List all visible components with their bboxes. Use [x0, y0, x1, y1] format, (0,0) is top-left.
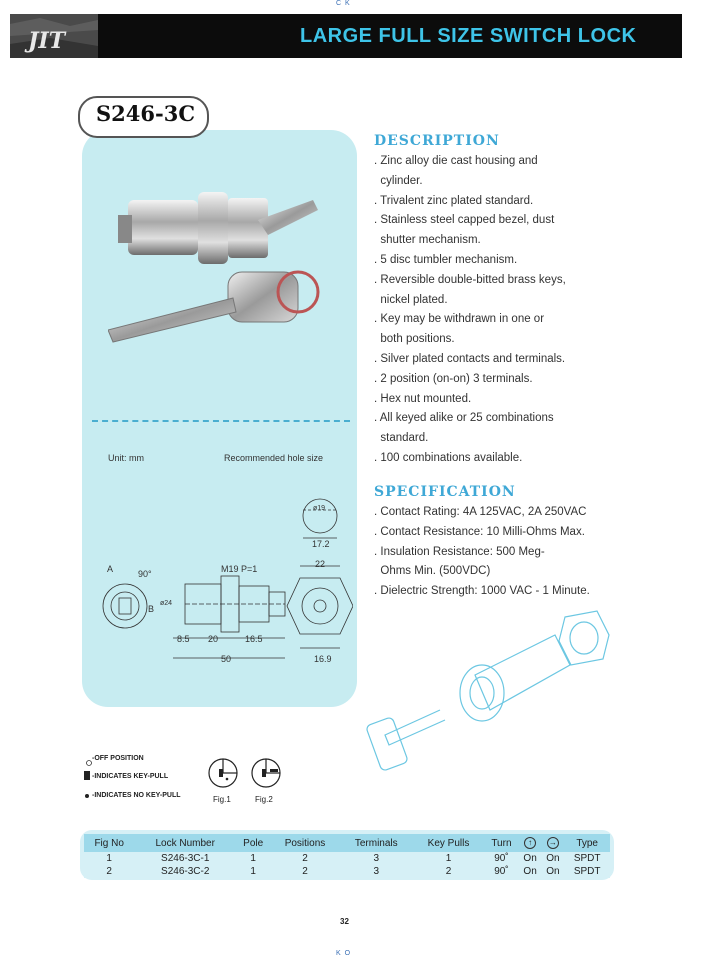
cell: 3 — [340, 852, 413, 865]
col-positions: Positions — [270, 834, 339, 852]
description-list — [374, 152, 674, 469]
section-divider — [92, 420, 350, 422]
exploded-line-drawing — [365, 605, 615, 785]
description-line: . Stainless steel capped bezel, dust — [374, 214, 555, 227]
dim-label-b: B — [148, 604, 155, 614]
col-right-arrow — [542, 834, 565, 852]
model-number: S246-3C — [96, 101, 196, 126]
cell: On — [519, 852, 542, 865]
cell: 90˚ — [484, 852, 519, 865]
spec-line: Ohms Min. (500VDC) — [374, 565, 491, 578]
dim-16-5: 16.5 — [245, 634, 263, 644]
registration-mark-top: C K — [336, 0, 351, 7]
cell: 3 — [340, 865, 413, 878]
cell: On — [542, 852, 565, 865]
description-line: cylinder. — [374, 174, 423, 187]
fig1-label: Fig.1 — [213, 795, 231, 804]
spec-line: . Contact Rating: 4A 125VAC, 2A 250VAC — [374, 506, 587, 518]
lock-table — [84, 834, 610, 878]
cell: 2 — [413, 865, 484, 878]
legend-off-position: -OFF POSITION — [92, 755, 144, 762]
fig1-diagram — [207, 757, 239, 789]
fig2-label: Fig.2 — [255, 795, 273, 804]
dim-angle: 90° — [138, 569, 152, 579]
description-line: . 100 combinations available. — [374, 451, 523, 464]
legend-no-key-pull: -INDICATES NO KEY-PULL — [92, 792, 181, 799]
svg-text:JIT: JIT — [28, 28, 66, 54]
page-number: 32 — [340, 917, 349, 926]
cell: 1 — [236, 865, 270, 878]
dim-8-5: 8.5 — [177, 634, 190, 644]
description-line: shutter mechanism. — [374, 234, 481, 247]
description-line: . Silver plated contacts and terminals. — [374, 352, 566, 365]
cell: 1 — [236, 852, 270, 865]
registration-mark-bottom: K O — [336, 950, 352, 957]
dim-hex-width: 22 — [315, 559, 326, 569]
page-title: LARGE FULL SIZE SWITCH LOCK — [300, 25, 637, 47]
product-photo — [108, 180, 328, 360]
cell: S246-3C-1 — [134, 852, 236, 865]
specification-title: SPECIFICATION — [374, 484, 516, 500]
cell: On — [542, 865, 565, 878]
dim-hole-dia: ø19 — [313, 505, 326, 512]
unit-label: Unit: mm — [108, 453, 144, 463]
fig2-diagram — [250, 757, 282, 789]
description-line: . All keyed alike or 25 combinations — [374, 412, 554, 425]
dim-hole-width: 17.2 — [312, 539, 330, 549]
dim-20: 20 — [208, 634, 219, 644]
spec-line: . Insulation Resistance: 500 Meg- — [374, 545, 545, 558]
legend-key-pull: -INDICATES KEY-PULL — [92, 773, 169, 780]
col-pole: Pole — [236, 834, 270, 852]
dim-50: 50 — [221, 654, 232, 664]
dim-label-a: A — [107, 564, 114, 574]
description-line: . Key may be withdrawn in one or — [374, 313, 545, 326]
col-fig-no: Fig No — [84, 834, 134, 852]
col-turn: Turn — [484, 834, 519, 852]
cell: 2 — [270, 865, 339, 878]
dim-16-9: 16.9 — [314, 654, 332, 664]
description-line: . 5 disc tumbler mechanism. — [374, 253, 518, 266]
table-row — [84, 865, 610, 878]
description-line: . Trivalent zinc plated standard. — [374, 194, 534, 207]
spec-line: . Dielectric Strength: 1000 VAC - 1 Minute. — [374, 585, 590, 598]
cell: 2 — [84, 865, 134, 878]
cell: 2 — [270, 852, 339, 865]
table-header-row — [84, 834, 610, 852]
key-pull-icon — [84, 771, 90, 780]
description-line: both positions. — [374, 333, 455, 346]
col-lock-number: Lock Number — [134, 834, 236, 852]
col-key-pulls: Key Pulls — [413, 834, 484, 852]
description-title: DESCRIPTION — [374, 133, 500, 149]
col-up-arrow — [519, 834, 542, 852]
no-key-pull-icon — [85, 794, 89, 798]
cell: 1 — [413, 852, 484, 865]
spec-line: . Contact Resistance: 10 Milli-Ohms Max. — [374, 525, 585, 538]
cell: 90˚ — [484, 865, 519, 878]
right-arrow-icon: → — [548, 838, 557, 847]
col-type: Type — [564, 834, 610, 852]
cell: 1 — [84, 852, 134, 865]
cell: SPDT — [564, 852, 610, 865]
brand-logo — [10, 14, 98, 58]
description-line: standard. — [374, 432, 429, 445]
up-arrow-icon: ↑ — [524, 837, 536, 849]
description-line: . Reversible double-bitted brass keys, — [374, 273, 566, 286]
cell: SPDT — [564, 865, 610, 878]
table-row — [84, 852, 610, 865]
dim-thread: M19 P=1 — [221, 564, 258, 574]
technical-drawing — [95, 488, 353, 673]
hole-size-label: Recommended hole size — [224, 453, 324, 463]
cell: S246-3C-2 — [134, 865, 236, 878]
description-line: . Zinc alloy die cast housing and — [374, 155, 538, 167]
cell: On — [519, 865, 542, 878]
specification-list — [374, 503, 674, 602]
description-line: . 2 position (on-on) 3 terminals. — [374, 372, 533, 385]
description-line: . Hex nut mounted. — [374, 392, 472, 405]
description-line: nickel plated. — [374, 293, 448, 306]
dim-body-dia: ø24 — [160, 600, 173, 607]
col-terminals: Terminals — [340, 834, 413, 852]
